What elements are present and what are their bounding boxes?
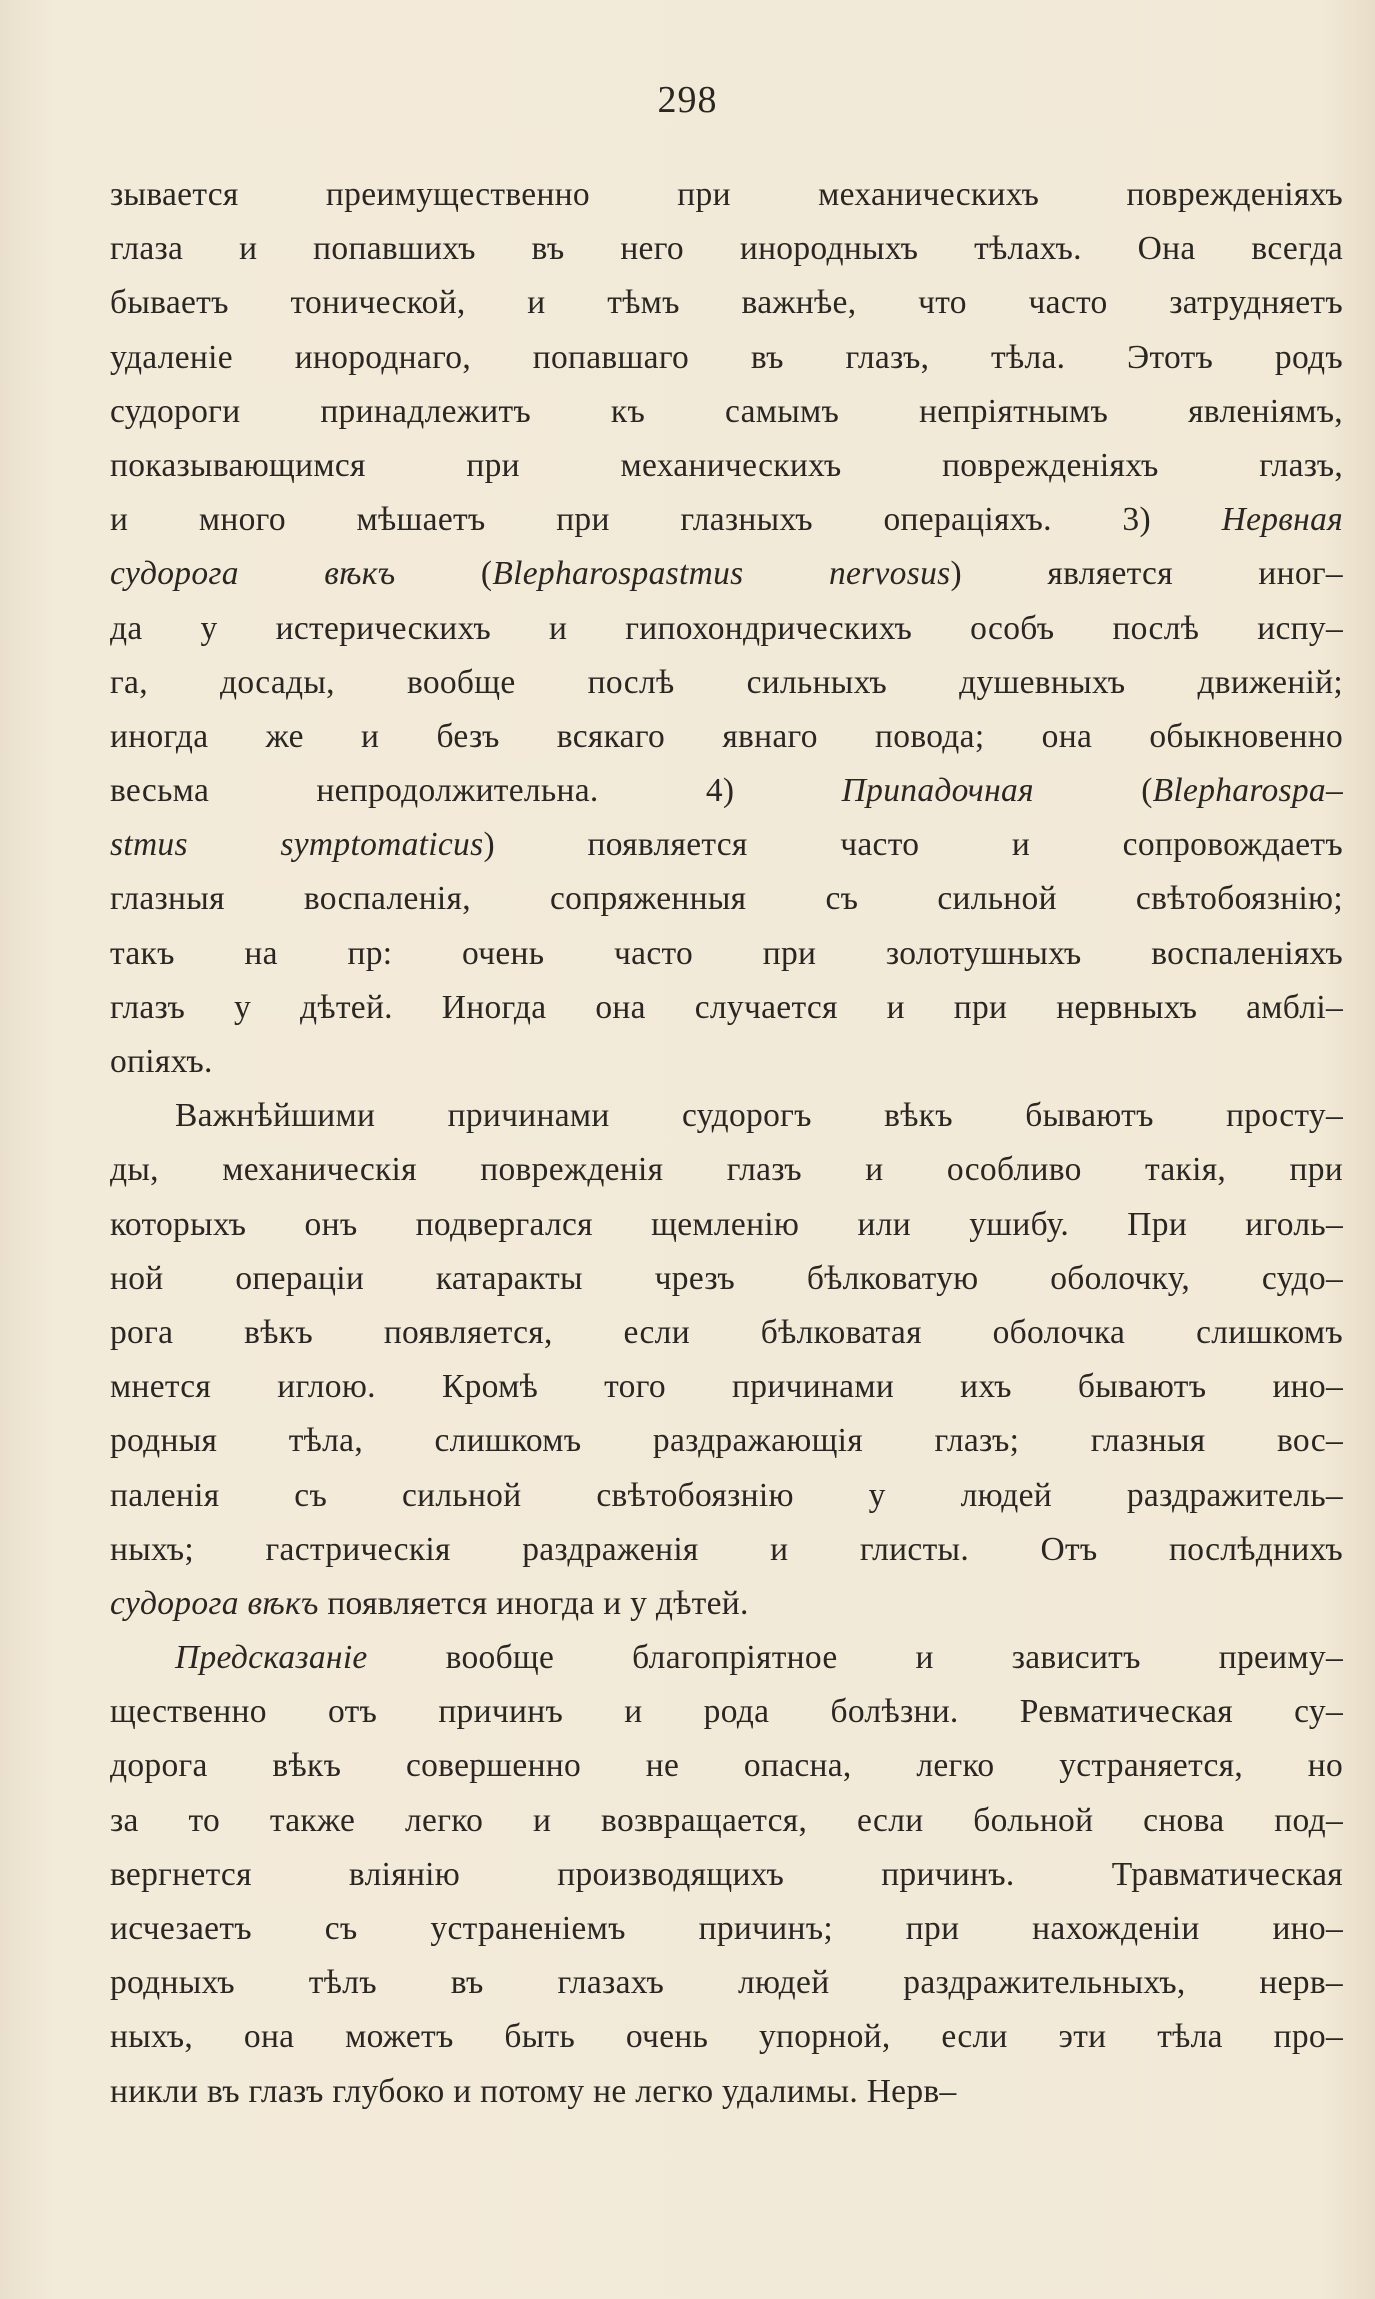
text-line: никли въ глазъ глубоко и потому не легко удалимы. Нерв–	[110, 2072, 957, 2110]
page-number: 298	[657, 79, 718, 121]
text-line: рога вѣкъ появляется, если бѣлковатая оболочка слишкомъ	[110, 1313, 1343, 1351]
text-line: весьма непродолжительна. 4) Припадочная (Blepharospa–	[110, 772, 1343, 810]
text-line: мнется иглою. Кромѣ того причинами ихъ бываютъ ино–	[110, 1368, 1343, 1406]
text-line: Предсказанiе вообще благопрiятное и зависитъ преиму–	[175, 1639, 1343, 1677]
text-line: родныя тѣла, слишкомъ раздражающiя глазъ; глазныя вос–	[110, 1422, 1343, 1460]
text-line: ды, механическiя поврежденiя глазъ и особливо такiя, при	[110, 1151, 1343, 1189]
text-line: которыхъ онъ подвергался щемленiю или ушибу. При иголь–	[110, 1205, 1343, 1243]
text-line: глазныя воспаленiя, сопряженныя съ сильной свѣтобоязнiю;	[110, 880, 1343, 918]
text-line: щественно отъ причинъ и рода болѣзни. Ревматическая су–	[110, 1693, 1343, 1731]
text-line: зывается преимущественно при механическихъ поврежденiяхъ	[110, 176, 1343, 213]
text-line: бываетъ тонической, и тѣмъ важнѣе, что часто затрудняетъ	[110, 284, 1343, 322]
text-line: ныхъ, она можетъ быть очень упорной, если эти тѣла про–	[110, 2018, 1343, 2056]
text-line: га, досады, вообще послѣ сильныхъ душевныхъ движенiй;	[110, 663, 1343, 701]
text-line: дорога вѣкъ совершенно не опасна, легко устраняется, но	[110, 1747, 1343, 1785]
text-line: родныхъ тѣлъ въ глазахъ людей раздражительныхъ, нерв–	[110, 1964, 1343, 2002]
text-line: Важнѣйшими причинами судорогъ вѣкъ бываютъ просту–	[175, 1097, 1343, 1135]
text-line: исчезаетъ съ устраненiемъ причинъ; при нахожденiи ино–	[110, 1910, 1343, 1947]
text-line: глазъ у дѣтей. Иногда она случается и при нервныхъ амблi–	[110, 988, 1343, 1026]
paragraph	[110, 1089, 1343, 1631]
text-line: за то также легко и возвращается, если больной снова под–	[110, 1801, 1343, 1839]
text-line: ныхъ; гастрическiя раздраженiя и глисты. Отъ послѣднихъ	[110, 1530, 1343, 1568]
text-line: иногда же и безъ всякаго явнаго повода; она обыкновенно	[110, 717, 1343, 755]
text-line: опiяхъ.	[110, 1043, 213, 1080]
text-line: показывающимся при механическихъ поврежденiяхъ глазъ,	[110, 446, 1343, 484]
text-line: паленiя съ сильной свѣтобоязнiю у людей раздражитель–	[110, 1476, 1343, 1514]
text-line: и много мѣшаетъ при глазныхъ операцiяхъ. 3) Нервная	[110, 501, 1343, 539]
paragraph	[110, 1631, 1343, 2119]
text-line: глаза и попавшихъ въ него инородныхъ тѣлахъ. Она всегда	[110, 230, 1343, 268]
text-line: вергнется влiянiю производящихъ причинъ. Травматическая	[110, 1855, 1343, 1893]
text-line: судороги принадлежитъ къ самымъ непрiятнымъ явленiямъ,	[110, 392, 1343, 430]
text-line: stmus symptomaticus) появляется часто и сопровождаетъ	[110, 826, 1343, 864]
text-line: да у истерическихъ и гипохондрическихъ особъ послѣ испу–	[110, 609, 1343, 647]
text-line: судорога вѣкъ (Blepharospastmus nervosus) является иног–	[110, 555, 1343, 593]
text-line: удаленiе инороднаго, попавшаго въ глазъ, тѣла. Этотъ родъ	[110, 338, 1343, 376]
paragraph	[110, 168, 1343, 1089]
text-line: ной операцiи катаракты чрезъ бѣлковатую оболочку, судо–	[110, 1259, 1343, 1297]
body-text	[110, 168, 1343, 2119]
text-line: такъ на пр: очень часто при золотушныхъ воспаленiяхъ	[110, 934, 1343, 972]
text-line: судорога вѣкъ появляется иногда и у дѣтей.	[110, 1584, 749, 1622]
